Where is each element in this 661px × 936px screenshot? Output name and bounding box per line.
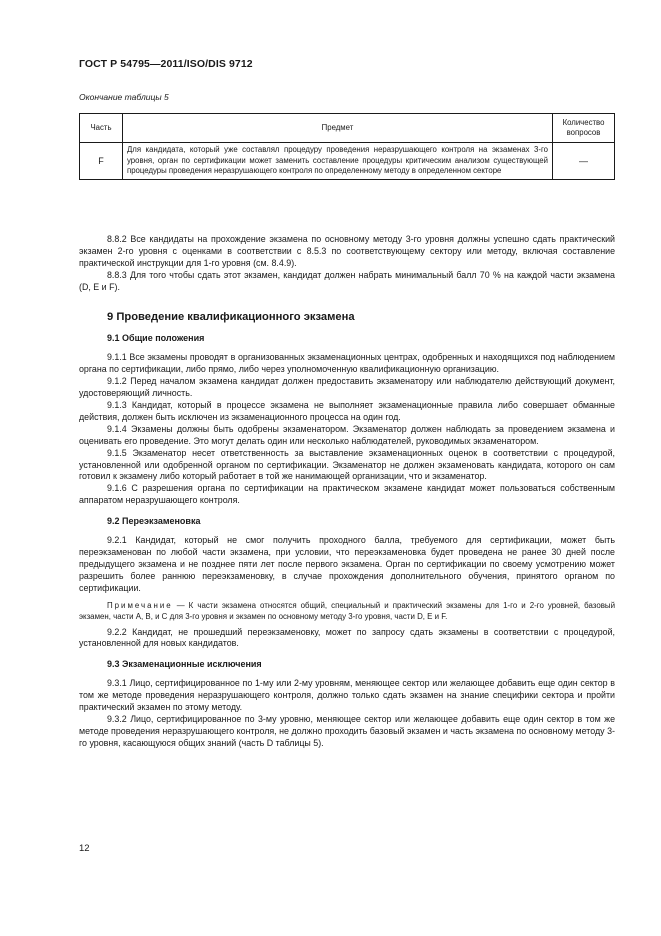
column-header-count	[553, 114, 615, 143]
paragraph-9-3-2: 9.3.2 Лицо, сертифицированное по 3-му уровню, меняющее сектор или желающее добавить еще один сектор в том же методе проведения неразрушающего контроля, не должно проходить базовый экзамен и часть экзамена по основному методу 3-го уровня, касающуюся общих знаний (часть D таблицы 5).	[79, 714, 615, 748]
paragraph-9-2-2: 9.2.2 Кандидат, не прошедший переэкзаменовку, может по запросу сдать экзамены в соответствии с процедурой, установленной для новых кандидатов.	[79, 626, 615, 649]
paragraph-8-8-3: 8.8.3 Для того чтобы сдать этот экзамен, кандидат должен набрать минимальный балл 70 % на каждой части экзамена (D, E и F).	[79, 269, 615, 292]
cell-count: —	[553, 143, 615, 180]
column-header-count-line2: вопросов	[566, 128, 601, 137]
table-header-row	[80, 114, 615, 143]
note-text: — К части экзамена относятся общий, специальный и практический экзамены для 1-го и 2-го уровней, базовый экзамен, части А, В, и С для 3-го уровня и экзамен по основному методу 3-го уровня, части D, E и F.	[79, 600, 615, 621]
paragraph-9-1-3: 9.1.3 Кандидат, который в процессе экзамена не выполняет экзаменационные правила либо совершает обманные действия, должен быть исключен из экзаменационного процесса на один год.	[79, 399, 615, 422]
note	[79, 600, 615, 622]
subsection-9-3-title: 9.3 Экзаменационные исключения	[107, 659, 262, 670]
subsection-9-1-title: 9.1 Общие положения	[107, 333, 205, 344]
cell-part: F	[80, 143, 123, 180]
paragraph-9-3-1: 9.3.1 Лицо, сертифицированное по 1-му или 2-му уровням, меняющее сектор или желающее добавить еще один сектор в том же методе проведения неразрушающего контроля, должно только сдать экзамен на знание специфики сектора и пройти практический экзамен по этому методу.	[79, 678, 615, 713]
section-9-title: 9 Проведение квалификационного экзамена	[107, 310, 355, 323]
paragraph-9-1-2: 9.1.2 Перед началом экзамена кандидат должен предоставить экзаменатору или наблюдателю действующий документ, удостоверяющий личность.	[79, 376, 615, 399]
paragraph-9-2-1: 9.2.1 Кандидат, который не смог получить проходного балла, требуемого для сертификации, может быть переэкзаменован по любой части экзамена, при условии, что переэкзаменовка будет проведена не ранее 30 дней после предыдущего экзамена и не позднее пяти лет после первого экзамена. Орган по сертификации по своему усмотрению может разрешить более раннюю переэкзаменовку, в случае прохождения дополнительного обучения, принятого органом по сертификации.	[79, 535, 615, 593]
note-label: Примечание	[107, 600, 173, 610]
cell-subject: Для кандидата, который уже составлял процедуру проведения неразрушающего контроля на экзаменах 3-го уровня, орган по сертификации может заменить составление процедуры критическим анализом существующей процедуры проведения неразрушающего контроля по определенному методу в определенном секторе	[123, 143, 553, 180]
paragraph-9-1-4: 9.1.4 Экзамены должны быть одобрены экзаменатором. Экзаменатор должен наблюдать за проведением экзамена и оценивать его проведение. Это могут делать один или несколько наблюдателей, руководимых экзаменатором.	[79, 423, 615, 446]
column-header-count-line1: Количество	[562, 117, 605, 127]
paragraph-9-1-6: 9.1.6 С разрешения органа по сертификации на практическом экзамене кандидат может пользоваться собственным аппаратом неразрушающего контроля.	[79, 483, 615, 506]
table-row	[80, 143, 615, 180]
paragraph-8-8-2: 8.8.2 Все кандидаты на прохождение экзамена по основному методу 3-го уровня должны успешно сдать практический экзамен 2-го уровня с оценками в соответствии с 8.5.3 по соответствующему сектору или методу, включая составление практической инструкции для 1-го уровня (см. 8.4.9).	[79, 234, 615, 268]
subsection-9-2-title: 9.2 Переэкзаменовка	[107, 516, 201, 527]
page-number: 12	[79, 843, 90, 854]
paragraph-9-1-1: 9.1.1 Все экзамены проводят в организованных экзаменационных центрах, одобренных и находящихся под наблюдением органа по сертификации, либо прямо, либо через уполномоченную квалификационную организацию.	[79, 352, 615, 375]
table-caption: Окончание таблицы 5	[79, 92, 169, 102]
exam-table	[79, 113, 615, 180]
column-header-subject: Предмет	[123, 114, 553, 143]
standard-header: ГОСТ Р 54795—2011/ISO/DIS 9712	[79, 58, 253, 70]
body-text	[79, 234, 615, 750]
column-header-part: Часть	[80, 114, 123, 143]
paragraph-9-1-5: 9.1.5 Экзаменатор несет ответственность за выставление экзаменационных оценок в соответствии с процедурой, установленной или одобренной органом по сертификации. Экзаменатор не должен экзаменовать кандидата, которого он сам готовил к экзамену либо который работает в той же нанимающей организации, что и экзаменатор.	[79, 447, 615, 482]
